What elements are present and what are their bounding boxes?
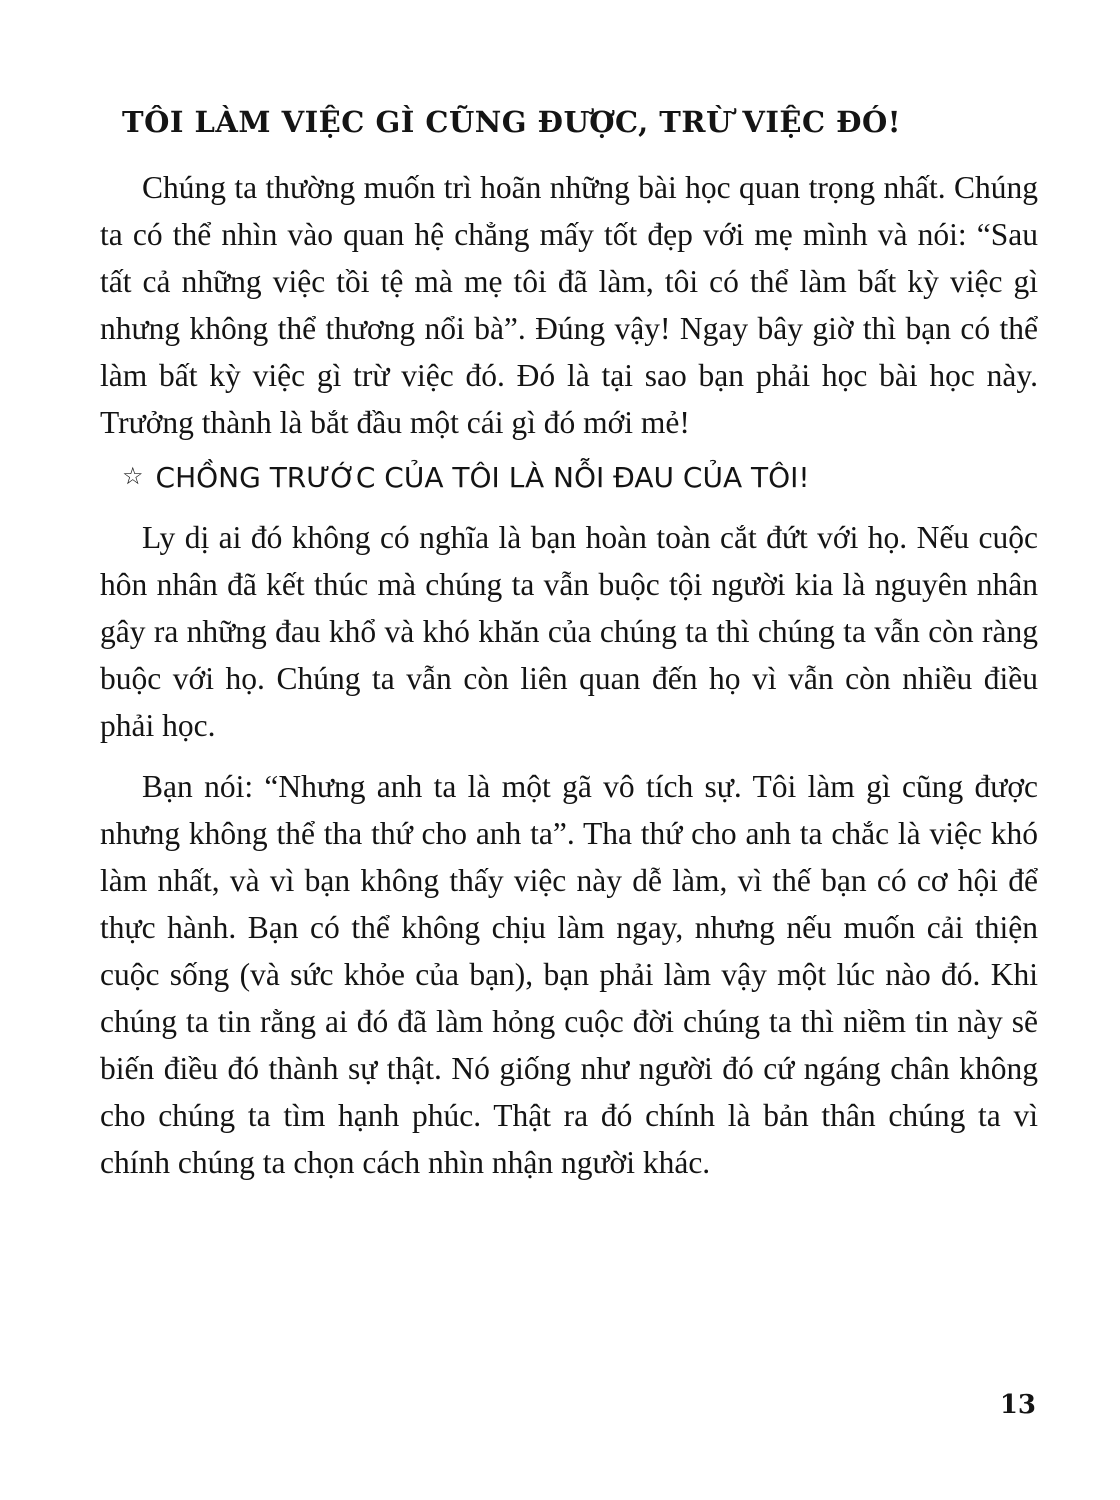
- section-heading-1: TÔI LÀM VIỆC GÌ CŨNG ĐƯỢC, TRỪ VIỆC ĐÓ!: [122, 105, 902, 139]
- paragraph-3: Bạn nói: “Nhưng anh ta là một gã vô tích sự. Tôi làm gì cũng được nhưng không thể tha thứ cho anh ta”. Tha thứ cho anh ta chắc là việc khó làm nhất, và vì bạn không thấy việc này dễ làm, vì thế bạn có cơ hội để thực hành. Bạn có thể không chịu làm ngay, nhưng nếu muốn cải thiện cuộc sống (và sức khỏe của bạn), bạn phải làm vậy một lúc nào đó. Khi chúng ta tin rằng ai đó đã làm hỏng cuộc đời chúng ta thì niềm tin này sẽ biến điều đó thành sự thật. Nó giống như người đó cứ ngáng chân không cho chúng ta tìm hạnh phúc. Thật ra đó chính là bản thân chúng ta vì chính chúng ta chọn cách nhìn nhận người khác.: [100, 769, 1038, 1181]
- section-heading-2-text: CHỒNG TRƯỚC CỦA TÔI LÀ NỖI ĐAU CỦA TÔI!: [155, 460, 810, 494]
- paragraph-1: Chúng ta thường muốn trì hoãn những bài học quan trọng nhất. Chúng ta có thể nhìn vào quan hệ chẳng mấy tốt đẹp với mẹ mình và nói: “Sau tất cả những việc tồi tệ mà mẹ tôi đã làm, tôi có thể làm bất kỳ việc gì nhưng không thể thương nổi bà”. Đúng vậy! Ngay bây giờ thì bạn có thể làm bất kỳ việc gì trừ việc đó. Đó là tại sao bạn phải học bài học này. Trưởng thành là bắt đầu một cái gì đó mới mẻ!: [100, 169, 1038, 440]
- star-outline-icon: ☆: [122, 462, 144, 491]
- paragraph-2: Ly dị ai đó không có nghĩa là bạn hoàn toàn cắt đứt với họ. Nếu cuộc hôn nhân đã kết thúc mà chúng ta vẫn buộc tội người kia là nguyên nhân gây ra những đau khổ và khó khăn của chúng ta thì chúng ta vẫn còn ràng buộc với họ. Chúng ta vẫn còn liên quan đến họ vì vẫn còn nhiều điều phải học.: [100, 520, 1038, 744]
- page-number: 13: [999, 1390, 1036, 1420]
- section-heading-2: [122, 460, 1038, 496]
